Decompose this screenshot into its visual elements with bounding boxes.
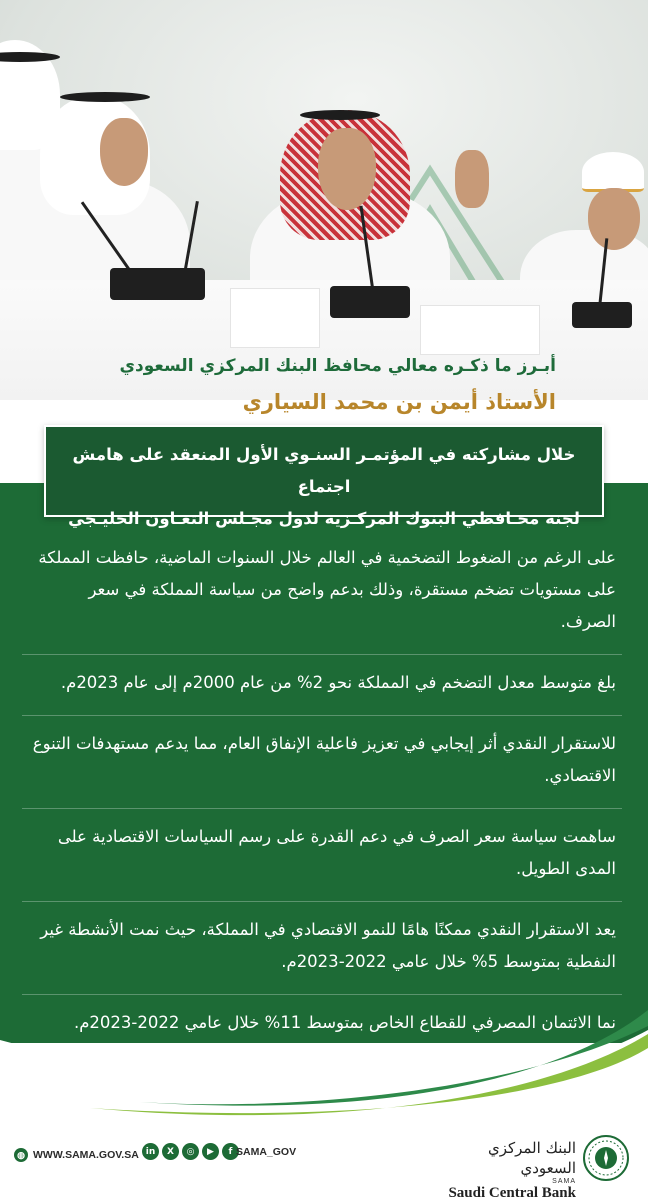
- bank-seal-icon: [582, 1134, 630, 1182]
- fact-item: يعد الاستقرار النقدي ممكنًا هامًا للنمو الاقتصادي في المملكة، حيث نمت الأنشطة غير النفطية بمتوسط 5% خلال عامي 2022-2023م.: [22, 902, 622, 995]
- subtitle: أبـرز ما ذكـره معالي محافظ البنك المركزي السعودي: [119, 356, 556, 376]
- social-handle[interactable]: SAMA_GOV: [236, 1146, 297, 1158]
- context-line-1: خلال مشاركته في المؤتمـر السنـوي الأول المنعقد على هامش اجتماع: [72, 445, 576, 496]
- website-text: WWW.SAMA.GOV.SA: [33, 1149, 139, 1161]
- logo-abbr: SAMA: [552, 1178, 576, 1185]
- conference-desk: [0, 280, 648, 400]
- microphone-base: [110, 268, 205, 300]
- logo-arabic: البنك المركزي السعودي: [487, 1139, 576, 1177]
- fact-item: ساهمت سياسة سعر الصرف في دعم القدرة على رسم السياسات الاقتصادية على المدى الطويل.: [22, 809, 622, 902]
- bank-logo-text: [446, 1138, 576, 1200]
- youtube-icon[interactable]: ▶: [202, 1143, 219, 1160]
- fact-item: نما الائتمان المصرفي للقطاع الخاص بمتوسط 11% خلال عامي 2022-2023م.: [73, 1013, 616, 1032]
- facts-list: [22, 530, 622, 1055]
- name-card: [420, 305, 540, 355]
- social-icons: [142, 1143, 239, 1160]
- conference-photo: [0, 0, 648, 400]
- facebook-icon[interactable]: f: [222, 1143, 239, 1160]
- globe-icon: ◍: [14, 1148, 28, 1162]
- bottom-wave: [0, 990, 648, 1130]
- microphone-base: [572, 302, 632, 328]
- instagram-icon[interactable]: ◎: [182, 1143, 199, 1160]
- footer: [0, 1128, 648, 1200]
- governor-name: الأستاذ أيمن بن محمد السياري: [242, 390, 556, 414]
- linkedin-icon[interactable]: in: [142, 1143, 159, 1160]
- fact-item: على الرغم من الضغوط التضخمية في العالم خلال السنوات الماضية، حافظت المملكة على مستويات تضخم مستقرة، وذلك بدعم واضح من سياسة المملكة في سعر الصرف.: [22, 530, 622, 655]
- context-line-2: لجنة محـافظي البنوك المركـزية لدول مجـلس التعـاون الخليـجي: [68, 509, 580, 528]
- fact-item: بلغ متوسط معدل التضخم في المملكة نحو 2% من عام 2000م إلى عام 2023م.: [22, 655, 622, 716]
- context-box: [44, 425, 604, 528]
- fact-item: للاستقرار النقدي أثر إيجابي في تعزيز فاعلية الإنفاق العام، مما يدعم مستهدفات التنوع الاقتصادي.: [22, 716, 622, 809]
- logo-english: Saudi Central Bank: [448, 1185, 576, 1200]
- name-card: [230, 288, 320, 348]
- microphone-base: [330, 286, 410, 318]
- website-link[interactable]: [14, 1144, 139, 1166]
- x-icon[interactable]: X: [162, 1143, 179, 1160]
